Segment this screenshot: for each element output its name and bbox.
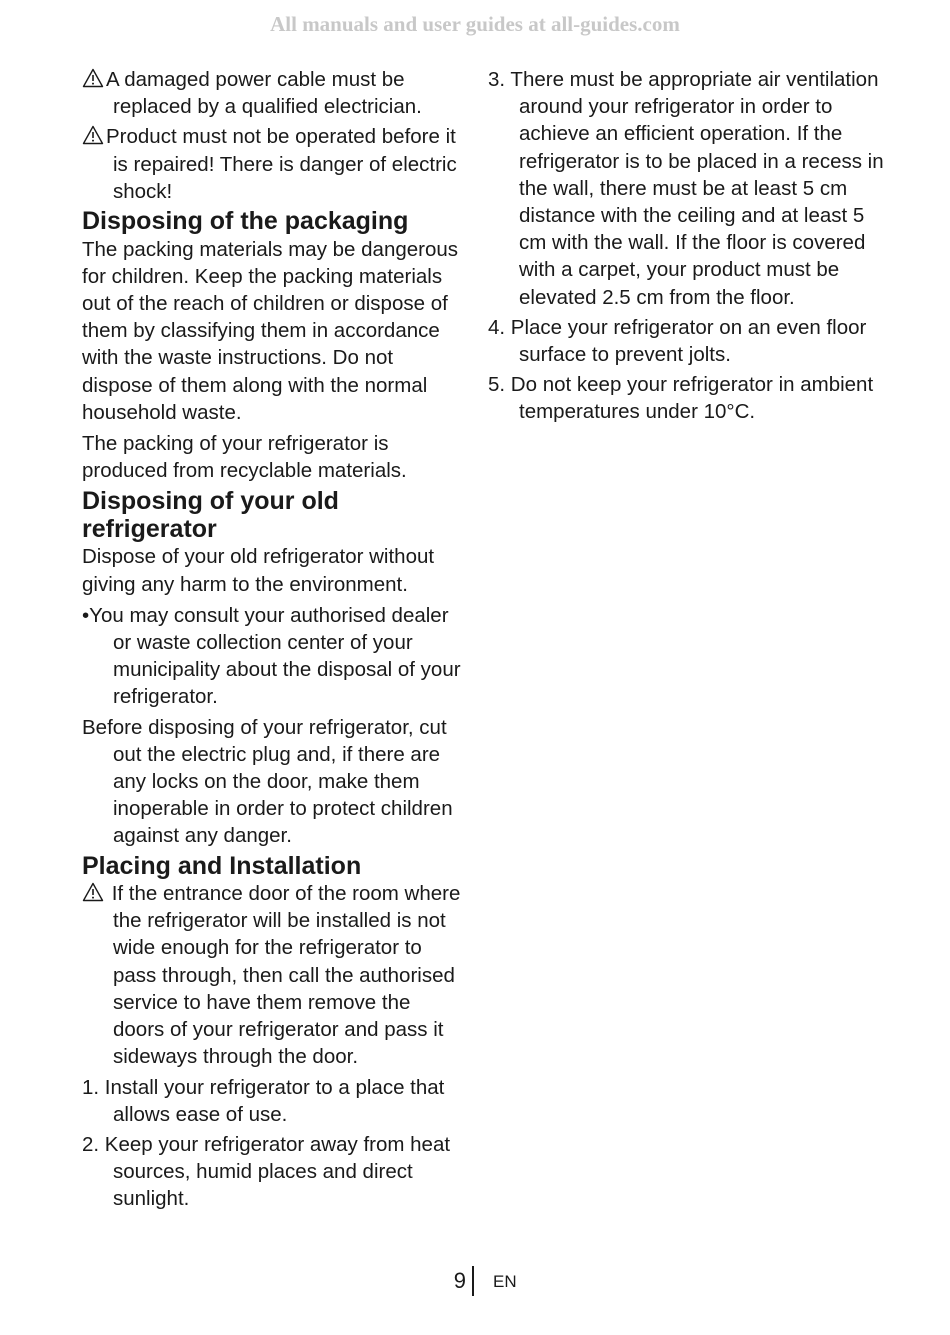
- list-item-1: 1. Install your refrigerator to a place that allows ease of use.: [82, 1075, 445, 1126]
- page-footer: [0, 1266, 950, 1296]
- left-column: [82, 66, 467, 1216]
- heading-placing-installation: Placing and Installation: [82, 851, 362, 880]
- language-code: EN: [493, 1272, 517, 1291]
- list-item-5: 5. Do not keep your refrigerator in ambient temperatures under 10°C.: [488, 373, 874, 424]
- warning-entrance-door: [82, 880, 467, 1070]
- warning-triangle-icon: [82, 125, 104, 145]
- warning-power-cable-text: A damaged power cable must be replaced by a qualified electrician.: [106, 68, 422, 119]
- warning-repair-text: Product must not be operated before it is repaired! There is danger of electric shock!: [106, 125, 457, 203]
- list-item-4: 4. Place your refrigerator on an even floor surface to prevent jolts.: [488, 315, 867, 367]
- page-number: 9: [453, 1268, 466, 1293]
- list-item-3: 3. There must be appropriate air ventilation around your refrigerator in order to achieve an efficient operation. If the refrigerator is to be placed in a recess in the wall, there must be at least 5 cm distance with the ceiling and at least 5 cm with the wall. If the floor is covered with a carpet, your product must be elevated 2.5 cm from the floor.: [488, 68, 884, 309]
- watermark: All manuals and user guides at all-guides.com: [270, 12, 680, 36]
- list-item-2: 2. Keep your refrigerator away from heat sources, humid places and direct sunlight.: [82, 1132, 451, 1211]
- heading-disposing-packaging: Disposing of the packaging: [82, 207, 409, 236]
- packaging-paragraph-1: The packing materials may be dangerous for children. Keep the packing materials out of the reach of children or dispose of them by classifying them in accordance with the waste instructions. Do not dispose of them along with the normal household waste.: [82, 237, 459, 424]
- warning-triangle-icon: [82, 68, 104, 88]
- warning-entrance-door-text: If the entrance door of the room where the refrigerator will be installed is not wide enough for the refrigerator to pass through, then call the authorised service to have them remove the doors of your refrigerator and pass it sideways through the door.: [106, 882, 461, 1069]
- warning-triangle-icon: [82, 882, 104, 902]
- old-refrigerator-bullet: •You may consult your authorised dealer or waste collection center of your municipality about the disposal of your refrigerator.: [82, 603, 461, 709]
- old-refrigerator-paragraph: Dispose of your old refrigerator without giving any harm to the environment.: [82, 545, 435, 596]
- warning-repair: [82, 123, 467, 205]
- heading-disposing-old-refrigerator: Disposing of your old refrigerator: [82, 487, 339, 543]
- old-refrigerator-paragraph-2: Before disposing of your refrigerator, cut out the electric plug and, if there are any locks on the door, make them inoperable in order to protect children against any danger.: [82, 715, 453, 848]
- right-column: [488, 66, 888, 429]
- packaging-paragraph-2: The packing of your refrigerator is produced from recyclable materials.: [82, 431, 407, 483]
- footer-divider: [472, 1266, 474, 1296]
- warning-power-cable: [82, 66, 467, 120]
